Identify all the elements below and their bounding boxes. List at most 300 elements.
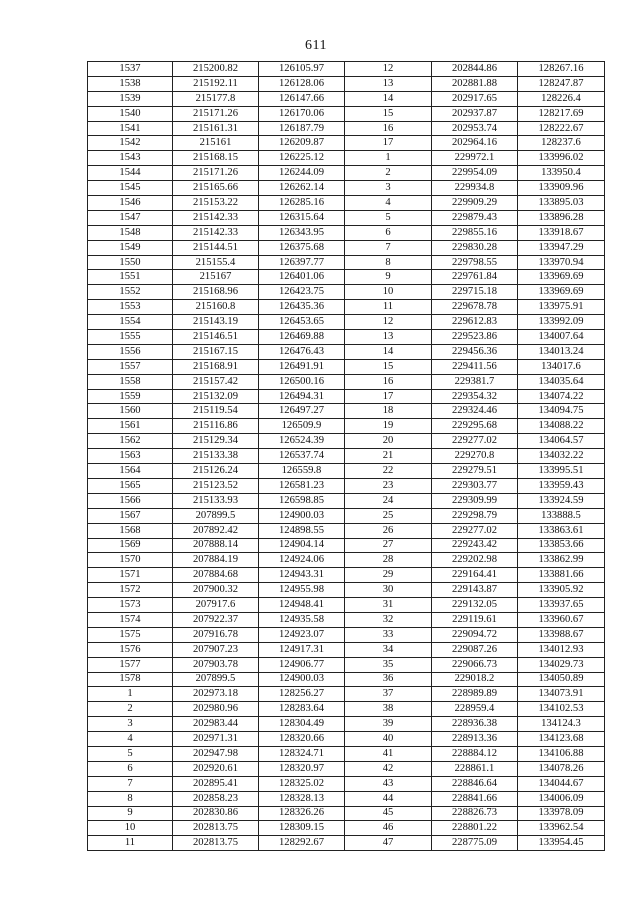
point-number-a-cell: 1554 <box>88 315 173 330</box>
point-number-b-cell: 1 <box>345 151 432 166</box>
y-coordinate-a-cell: 126343.95 <box>259 225 345 240</box>
table-row <box>88 836 605 851</box>
point-number-a-cell: 1578 <box>88 672 173 687</box>
y-coordinate-a-cell: 128309.15 <box>259 821 345 836</box>
x-coordinate-b-cell: 229277.02 <box>432 434 518 449</box>
x-coordinate-b-cell: 229715.18 <box>432 285 518 300</box>
point-number-a-cell: 4 <box>88 732 173 747</box>
x-coordinate-b-cell: 202964.16 <box>432 136 518 151</box>
x-coordinate-a-cell: 215161.31 <box>173 121 259 136</box>
point-number-a-cell: 1557 <box>88 359 173 374</box>
y-coordinate-b-cell: 134007.64 <box>518 330 605 345</box>
point-number-b-cell: 4 <box>345 196 432 211</box>
y-coordinate-a-cell: 124924.06 <box>259 553 345 568</box>
point-number-a-cell: 1577 <box>88 657 173 672</box>
y-coordinate-b-cell: 133954.45 <box>518 836 605 851</box>
x-coordinate-b-cell: 228841.66 <box>432 791 518 806</box>
y-coordinate-a-cell: 124900.03 <box>259 508 345 523</box>
x-coordinate-a-cell: 202830.86 <box>173 806 259 821</box>
y-coordinate-b-cell: 133888.5 <box>518 508 605 523</box>
x-coordinate-b-cell: 229018.2 <box>432 672 518 687</box>
x-coordinate-a-cell: 207899.5 <box>173 508 259 523</box>
y-coordinate-b-cell: 134029.73 <box>518 657 605 672</box>
y-coordinate-a-cell: 128320.66 <box>259 732 345 747</box>
point-number-a-cell: 9 <box>88 806 173 821</box>
x-coordinate-a-cell: 215126.24 <box>173 464 259 479</box>
point-number-a-cell: 1543 <box>88 151 173 166</box>
x-coordinate-b-cell: 228801.22 <box>432 821 518 836</box>
x-coordinate-a-cell: 202895.41 <box>173 776 259 791</box>
table-row <box>88 106 605 121</box>
y-coordinate-b-cell: 134032.22 <box>518 449 605 464</box>
y-coordinate-a-cell: 124923.07 <box>259 627 345 642</box>
x-coordinate-b-cell: 202937.87 <box>432 106 518 121</box>
y-coordinate-b-cell: 133905.92 <box>518 583 605 598</box>
point-number-b-cell: 42 <box>345 761 432 776</box>
y-coordinate-b-cell: 133992.09 <box>518 315 605 330</box>
y-coordinate-a-cell: 126187.79 <box>259 121 345 136</box>
table-row <box>88 598 605 613</box>
x-coordinate-b-cell: 229855.16 <box>432 225 518 240</box>
point-number-b-cell: 38 <box>345 702 432 717</box>
y-coordinate-a-cell: 126559.8 <box>259 464 345 479</box>
table-row <box>88 166 605 181</box>
y-coordinate-a-cell: 126285.16 <box>259 196 345 211</box>
x-coordinate-a-cell: 202858.23 <box>173 791 259 806</box>
point-number-a-cell: 1564 <box>88 464 173 479</box>
table-row <box>88 225 605 240</box>
y-coordinate-a-cell: 124917.31 <box>259 642 345 657</box>
x-coordinate-b-cell: 229972.1 <box>432 151 518 166</box>
y-coordinate-a-cell: 128328.13 <box>259 791 345 806</box>
x-coordinate-b-cell: 229761.84 <box>432 270 518 285</box>
x-coordinate-a-cell: 207899.5 <box>173 672 259 687</box>
y-coordinate-a-cell: 126524.39 <box>259 434 345 449</box>
table-row <box>88 121 605 136</box>
table-row <box>88 359 605 374</box>
x-coordinate-a-cell: 215123.52 <box>173 478 259 493</box>
y-coordinate-a-cell: 128325.02 <box>259 776 345 791</box>
table-row <box>88 687 605 702</box>
point-number-b-cell: 17 <box>345 136 432 151</box>
table-row <box>88 344 605 359</box>
point-number-b-cell: 37 <box>345 687 432 702</box>
x-coordinate-b-cell: 229132.05 <box>432 598 518 613</box>
y-coordinate-b-cell: 133960.67 <box>518 612 605 627</box>
y-coordinate-b-cell: 133950.4 <box>518 166 605 181</box>
table-row <box>88 553 605 568</box>
y-coordinate-b-cell: 133962.54 <box>518 821 605 836</box>
x-coordinate-b-cell: 229909.29 <box>432 196 518 211</box>
point-number-b-cell: 21 <box>345 449 432 464</box>
point-number-a-cell: 1576 <box>88 642 173 657</box>
x-coordinate-a-cell: 215129.34 <box>173 434 259 449</box>
x-coordinate-a-cell: 207917.6 <box>173 598 259 613</box>
x-coordinate-a-cell: 215146.51 <box>173 330 259 345</box>
x-coordinate-a-cell: 215171.26 <box>173 166 259 181</box>
x-coordinate-a-cell: 215143.19 <box>173 315 259 330</box>
table-row <box>88 91 605 106</box>
point-number-b-cell: 29 <box>345 568 432 583</box>
x-coordinate-b-cell: 228861.1 <box>432 761 518 776</box>
y-coordinate-a-cell: 126491.91 <box>259 359 345 374</box>
x-coordinate-a-cell: 215171.26 <box>173 106 259 121</box>
x-coordinate-b-cell: 229087.26 <box>432 642 518 657</box>
point-number-b-cell: 46 <box>345 821 432 836</box>
x-coordinate-b-cell: 229295.68 <box>432 419 518 434</box>
y-coordinate-b-cell: 134106.88 <box>518 746 605 761</box>
y-coordinate-b-cell: 133853.66 <box>518 538 605 553</box>
x-coordinate-b-cell: 229279.51 <box>432 464 518 479</box>
point-number-b-cell: 47 <box>345 836 432 851</box>
x-coordinate-a-cell: 215161 <box>173 136 259 151</box>
x-coordinate-b-cell: 229934.8 <box>432 181 518 196</box>
y-coordinate-a-cell: 124935.58 <box>259 612 345 627</box>
point-number-a-cell: 1 <box>88 687 173 702</box>
table-row <box>88 612 605 627</box>
table-row <box>88 255 605 270</box>
x-coordinate-a-cell: 215168.15 <box>173 151 259 166</box>
table-row <box>88 181 605 196</box>
y-coordinate-b-cell: 133896.28 <box>518 210 605 225</box>
y-coordinate-b-cell: 128217.69 <box>518 106 605 121</box>
x-coordinate-a-cell: 215155.4 <box>173 255 259 270</box>
x-coordinate-a-cell: 207916.78 <box>173 627 259 642</box>
x-coordinate-b-cell: 229270.8 <box>432 449 518 464</box>
y-coordinate-b-cell: 134064.57 <box>518 434 605 449</box>
table-row <box>88 76 605 91</box>
point-number-b-cell: 11 <box>345 300 432 315</box>
x-coordinate-a-cell: 202971.31 <box>173 732 259 747</box>
y-coordinate-b-cell: 134078.26 <box>518 761 605 776</box>
y-coordinate-b-cell: 133909.96 <box>518 181 605 196</box>
point-number-a-cell: 1570 <box>88 553 173 568</box>
table-row <box>88 434 605 449</box>
y-coordinate-a-cell: 126105.97 <box>259 62 345 77</box>
y-coordinate-b-cell: 128247.87 <box>518 76 605 91</box>
coordinates-table <box>87 61 605 851</box>
x-coordinate-a-cell: 215168.96 <box>173 285 259 300</box>
page-number: 611 <box>305 38 327 53</box>
y-coordinate-a-cell: 126435.36 <box>259 300 345 315</box>
point-number-a-cell: 1568 <box>88 523 173 538</box>
x-coordinate-b-cell: 228826.73 <box>432 806 518 821</box>
y-coordinate-a-cell: 128292.67 <box>259 836 345 851</box>
y-coordinate-b-cell: 133988.67 <box>518 627 605 642</box>
x-coordinate-a-cell: 207892.42 <box>173 523 259 538</box>
y-coordinate-a-cell: 126537.74 <box>259 449 345 464</box>
table-row <box>88 389 605 404</box>
y-coordinate-a-cell: 126453.65 <box>259 315 345 330</box>
table-row <box>88 627 605 642</box>
x-coordinate-b-cell: 229143.87 <box>432 583 518 598</box>
table-row <box>88 62 605 77</box>
point-number-b-cell: 17 <box>345 389 432 404</box>
point-number-b-cell: 44 <box>345 791 432 806</box>
table-row <box>88 821 605 836</box>
point-number-b-cell: 3 <box>345 181 432 196</box>
table-row <box>88 493 605 508</box>
x-coordinate-a-cell: 215157.42 <box>173 374 259 389</box>
point-number-b-cell: 32 <box>345 612 432 627</box>
table-row <box>88 657 605 672</box>
point-number-a-cell: 1540 <box>88 106 173 121</box>
y-coordinate-b-cell: 134035.64 <box>518 374 605 389</box>
point-number-a-cell: 1569 <box>88 538 173 553</box>
x-coordinate-a-cell: 207903.78 <box>173 657 259 672</box>
table-row <box>88 136 605 151</box>
x-coordinate-a-cell: 215144.51 <box>173 240 259 255</box>
point-number-a-cell: 1552 <box>88 285 173 300</box>
point-number-a-cell: 1572 <box>88 583 173 598</box>
point-number-a-cell: 1567 <box>88 508 173 523</box>
x-coordinate-a-cell: 215168.91 <box>173 359 259 374</box>
y-coordinate-a-cell: 126397.77 <box>259 255 345 270</box>
y-coordinate-a-cell: 126497.27 <box>259 404 345 419</box>
y-coordinate-b-cell: 133978.09 <box>518 806 605 821</box>
point-number-a-cell: 10 <box>88 821 173 836</box>
table-row <box>88 776 605 791</box>
table-row <box>88 702 605 717</box>
point-number-b-cell: 24 <box>345 493 432 508</box>
x-coordinate-b-cell: 202917.65 <box>432 91 518 106</box>
x-coordinate-a-cell: 215167 <box>173 270 259 285</box>
y-coordinate-b-cell: 134102.53 <box>518 702 605 717</box>
point-number-a-cell: 1563 <box>88 449 173 464</box>
point-number-b-cell: 16 <box>345 374 432 389</box>
y-coordinate-a-cell: 128320.97 <box>259 761 345 776</box>
point-number-a-cell: 7 <box>88 776 173 791</box>
x-coordinate-b-cell: 229243.42 <box>432 538 518 553</box>
x-coordinate-b-cell: 229066.73 <box>432 657 518 672</box>
table-row <box>88 285 605 300</box>
y-coordinate-b-cell: 133863.61 <box>518 523 605 538</box>
point-number-a-cell: 1573 <box>88 598 173 613</box>
y-coordinate-b-cell: 134073.91 <box>518 687 605 702</box>
y-coordinate-a-cell: 126170.06 <box>259 106 345 121</box>
point-number-b-cell: 15 <box>345 359 432 374</box>
x-coordinate-b-cell: 229381.7 <box>432 374 518 389</box>
x-coordinate-b-cell: 228936.38 <box>432 717 518 732</box>
x-coordinate-a-cell: 215116.86 <box>173 419 259 434</box>
table-row <box>88 419 605 434</box>
y-coordinate-b-cell: 128267.16 <box>518 62 605 77</box>
y-coordinate-b-cell: 134013.24 <box>518 344 605 359</box>
table-row <box>88 672 605 687</box>
x-coordinate-b-cell: 228846.64 <box>432 776 518 791</box>
point-number-b-cell: 20 <box>345 434 432 449</box>
x-coordinate-b-cell: 202844.86 <box>432 62 518 77</box>
point-number-b-cell: 18 <box>345 404 432 419</box>
point-number-a-cell: 1555 <box>88 330 173 345</box>
x-coordinate-a-cell: 207900.32 <box>173 583 259 598</box>
table-row <box>88 151 605 166</box>
x-coordinate-a-cell: 207888.14 <box>173 538 259 553</box>
point-number-a-cell: 1559 <box>88 389 173 404</box>
point-number-a-cell: 8 <box>88 791 173 806</box>
point-number-b-cell: 28 <box>345 553 432 568</box>
y-coordinate-a-cell: 126315.64 <box>259 210 345 225</box>
x-coordinate-b-cell: 229119.61 <box>432 612 518 627</box>
x-coordinate-b-cell: 228959.4 <box>432 702 518 717</box>
y-coordinate-b-cell: 128226.4 <box>518 91 605 106</box>
point-number-a-cell: 1561 <box>88 419 173 434</box>
point-number-a-cell: 2 <box>88 702 173 717</box>
x-coordinate-b-cell: 229612.83 <box>432 315 518 330</box>
point-number-a-cell: 1544 <box>88 166 173 181</box>
y-coordinate-a-cell: 126209.87 <box>259 136 345 151</box>
x-coordinate-b-cell: 229456.36 <box>432 344 518 359</box>
y-coordinate-a-cell: 126469.88 <box>259 330 345 345</box>
y-coordinate-b-cell: 134094.75 <box>518 404 605 419</box>
x-coordinate-a-cell: 215133.38 <box>173 449 259 464</box>
y-coordinate-a-cell: 126147.66 <box>259 91 345 106</box>
y-coordinate-a-cell: 126128.06 <box>259 76 345 91</box>
y-coordinate-a-cell: 128256.27 <box>259 687 345 702</box>
table-row <box>88 761 605 776</box>
point-number-b-cell: 35 <box>345 657 432 672</box>
y-coordinate-a-cell: 124943.31 <box>259 568 345 583</box>
table-row <box>88 478 605 493</box>
table-row <box>88 538 605 553</box>
y-coordinate-a-cell: 126423.75 <box>259 285 345 300</box>
point-number-b-cell: 13 <box>345 330 432 345</box>
table-row <box>88 330 605 345</box>
point-number-a-cell: 1541 <box>88 121 173 136</box>
point-number-b-cell: 27 <box>345 538 432 553</box>
x-coordinate-b-cell: 228989.89 <box>432 687 518 702</box>
table-row <box>88 806 605 821</box>
x-coordinate-a-cell: 215177.8 <box>173 91 259 106</box>
y-coordinate-b-cell: 134006.09 <box>518 791 605 806</box>
point-number-b-cell: 9 <box>345 270 432 285</box>
x-coordinate-b-cell: 229678.78 <box>432 300 518 315</box>
point-number-b-cell: 12 <box>345 62 432 77</box>
y-coordinate-b-cell: 133918.67 <box>518 225 605 240</box>
y-coordinate-b-cell: 134017.6 <box>518 359 605 374</box>
y-coordinate-b-cell: 133996.02 <box>518 151 605 166</box>
point-number-b-cell: 43 <box>345 776 432 791</box>
y-coordinate-a-cell: 124898.55 <box>259 523 345 538</box>
point-number-b-cell: 2 <box>345 166 432 181</box>
y-coordinate-a-cell: 124904.14 <box>259 538 345 553</box>
point-number-b-cell: 22 <box>345 464 432 479</box>
x-coordinate-a-cell: 202983.44 <box>173 717 259 732</box>
x-coordinate-b-cell: 229094.72 <box>432 627 518 642</box>
x-coordinate-b-cell: 202953.74 <box>432 121 518 136</box>
x-coordinate-b-cell: 229830.28 <box>432 240 518 255</box>
point-number-b-cell: 41 <box>345 746 432 761</box>
table-row <box>88 196 605 211</box>
point-number-b-cell: 25 <box>345 508 432 523</box>
x-coordinate-a-cell: 215153.22 <box>173 196 259 211</box>
x-coordinate-b-cell: 228913.36 <box>432 732 518 747</box>
point-number-a-cell: 1556 <box>88 344 173 359</box>
table-row <box>88 717 605 732</box>
table-row <box>88 508 605 523</box>
y-coordinate-a-cell: 124955.98 <box>259 583 345 598</box>
point-number-b-cell: 14 <box>345 344 432 359</box>
y-coordinate-b-cell: 133895.03 <box>518 196 605 211</box>
table-row <box>88 315 605 330</box>
table-row <box>88 583 605 598</box>
x-coordinate-b-cell: 229354.32 <box>432 389 518 404</box>
x-coordinate-b-cell: 229523.86 <box>432 330 518 345</box>
y-coordinate-a-cell: 124906.77 <box>259 657 345 672</box>
table-row <box>88 568 605 583</box>
x-coordinate-a-cell: 215160.8 <box>173 300 259 315</box>
point-number-b-cell: 16 <box>345 121 432 136</box>
x-coordinate-a-cell: 207884.68 <box>173 568 259 583</box>
y-coordinate-b-cell: 134123.68 <box>518 732 605 747</box>
x-coordinate-b-cell: 229324.46 <box>432 404 518 419</box>
x-coordinate-a-cell: 215133.93 <box>173 493 259 508</box>
point-number-b-cell: 19 <box>345 419 432 434</box>
table-row <box>88 374 605 389</box>
y-coordinate-b-cell: 133881.66 <box>518 568 605 583</box>
point-number-a-cell: 1545 <box>88 181 173 196</box>
point-number-a-cell: 1538 <box>88 76 173 91</box>
x-coordinate-b-cell: 229954.09 <box>432 166 518 181</box>
y-coordinate-a-cell: 126500.16 <box>259 374 345 389</box>
point-number-a-cell: 1575 <box>88 627 173 642</box>
x-coordinate-a-cell: 207907.23 <box>173 642 259 657</box>
point-number-a-cell: 3 <box>88 717 173 732</box>
x-coordinate-a-cell: 202980.96 <box>173 702 259 717</box>
y-coordinate-a-cell: 126476.43 <box>259 344 345 359</box>
point-number-b-cell: 30 <box>345 583 432 598</box>
x-coordinate-b-cell: 202881.88 <box>432 76 518 91</box>
point-number-b-cell: 40 <box>345 732 432 747</box>
point-number-a-cell: 1553 <box>88 300 173 315</box>
y-coordinate-a-cell: 126598.85 <box>259 493 345 508</box>
y-coordinate-b-cell: 134044.67 <box>518 776 605 791</box>
table-row <box>88 449 605 464</box>
y-coordinate-b-cell: 133862.99 <box>518 553 605 568</box>
point-number-a-cell: 6 <box>88 761 173 776</box>
x-coordinate-a-cell: 215167.15 <box>173 344 259 359</box>
point-number-b-cell: 15 <box>345 106 432 121</box>
x-coordinate-a-cell: 215119.54 <box>173 404 259 419</box>
point-number-a-cell: 1539 <box>88 91 173 106</box>
point-number-a-cell: 1550 <box>88 255 173 270</box>
point-number-b-cell: 39 <box>345 717 432 732</box>
y-coordinate-b-cell: 133970.94 <box>518 255 605 270</box>
table-row <box>88 404 605 419</box>
y-coordinate-b-cell: 133937.65 <box>518 598 605 613</box>
y-coordinate-b-cell: 133995.51 <box>518 464 605 479</box>
y-coordinate-b-cell: 134012.93 <box>518 642 605 657</box>
y-coordinate-b-cell: 133947.29 <box>518 240 605 255</box>
point-number-b-cell: 7 <box>345 240 432 255</box>
x-coordinate-a-cell: 202813.75 <box>173 821 259 836</box>
x-coordinate-a-cell: 215132.09 <box>173 389 259 404</box>
point-number-a-cell: 1560 <box>88 404 173 419</box>
y-coordinate-b-cell: 134124.3 <box>518 717 605 732</box>
x-coordinate-b-cell: 229277.02 <box>432 523 518 538</box>
table-row <box>88 240 605 255</box>
x-coordinate-a-cell: 215200.82 <box>173 62 259 77</box>
y-coordinate-b-cell: 133975.91 <box>518 300 605 315</box>
point-number-b-cell: 26 <box>345 523 432 538</box>
y-coordinate-b-cell: 134088.22 <box>518 419 605 434</box>
point-number-a-cell: 1548 <box>88 225 173 240</box>
y-coordinate-a-cell: 124900.03 <box>259 672 345 687</box>
y-coordinate-a-cell: 128304.49 <box>259 717 345 732</box>
point-number-b-cell: 36 <box>345 672 432 687</box>
x-coordinate-b-cell: 229202.98 <box>432 553 518 568</box>
x-coordinate-a-cell: 202920.61 <box>173 761 259 776</box>
